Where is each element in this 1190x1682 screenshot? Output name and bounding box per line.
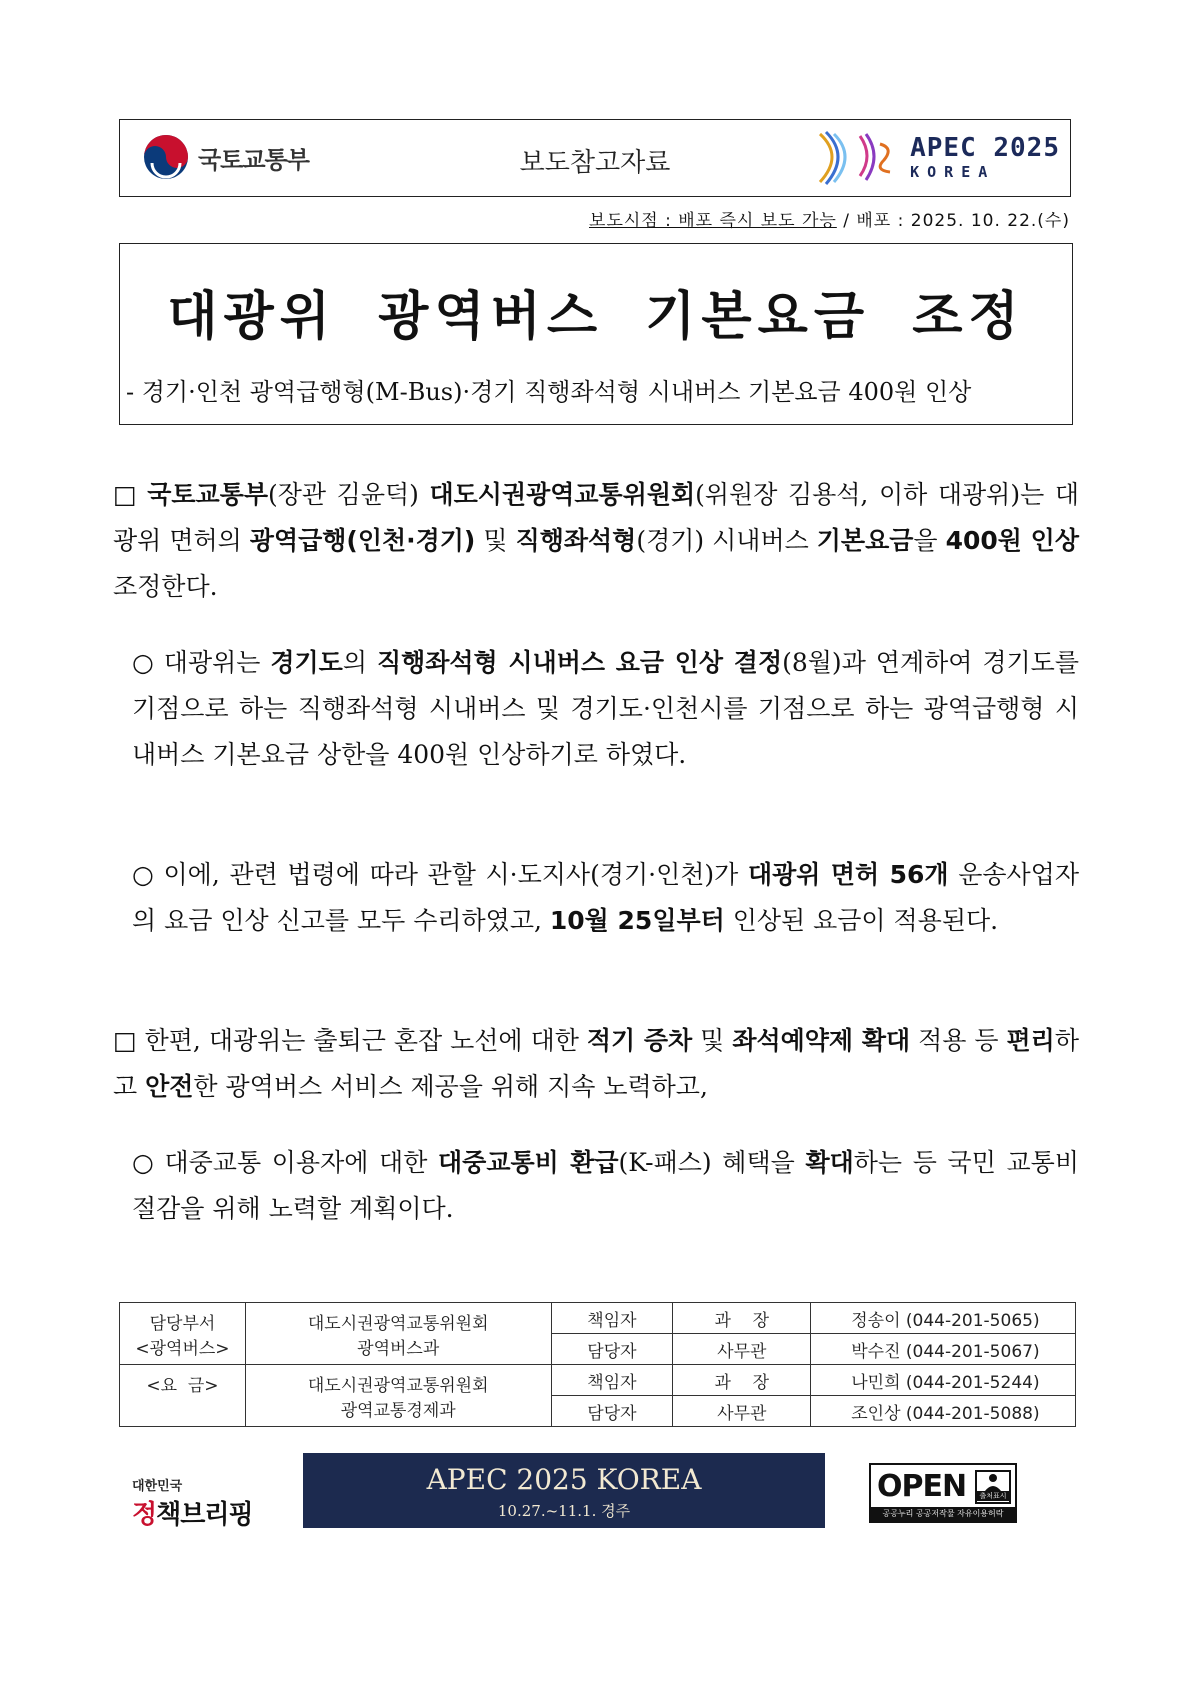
release-separator: / xyxy=(836,211,857,231)
person-cell: 박수진 (044-201-5067) xyxy=(811,1334,1076,1365)
emphasis-text: 안전 xyxy=(145,1072,194,1101)
ministry-name: 국토교통부 xyxy=(198,145,309,174)
release-date: 배포 : 2025. 10. 22.(수) xyxy=(856,211,1070,231)
body-text-run: 운송사업자의 요금 인상 신고를 모두 수리하였고, xyxy=(132,860,1079,935)
person-cell: 나민희 (044-201-5244) xyxy=(811,1365,1076,1396)
apec-logo xyxy=(814,126,1060,188)
body-text-run: (8월) xyxy=(782,648,842,677)
body-text-run: 하고 xyxy=(113,1026,1079,1101)
emphasis-text: 편리 xyxy=(1006,1026,1055,1055)
section-paragraph xyxy=(132,852,1079,944)
dept-cell: <요 금> xyxy=(120,1365,246,1427)
apec-subtitle: KOREA xyxy=(910,163,996,181)
body-text-run: (위원장 김용석, 이하 대광위)는 대광위 면허의 xyxy=(113,480,1079,555)
person-cell: 조인상 (044-201-5088) xyxy=(811,1396,1076,1427)
body-text-run: 하는 등 국민 교통비 절감을 위해 노력할 계획이다. xyxy=(132,1148,1079,1223)
emphasis-text: 대광위 면허 56개 xyxy=(747,860,949,889)
emphasis-text: 대중교통비 환급 xyxy=(438,1148,619,1177)
emphasis-text: 직행좌석형 시내버스 요금 인상 결정 xyxy=(376,648,783,677)
body-text-run: (K-패스) 혜택을 xyxy=(618,1148,806,1177)
release-line xyxy=(589,206,1070,231)
section-paragraph xyxy=(132,640,1079,778)
body-text-run: 및 xyxy=(692,1026,733,1055)
body-text-run: 및 xyxy=(475,526,516,555)
release-timing: 보도시점 : 배포 즉시 보도 가능 xyxy=(589,211,837,231)
emphasis-text: 기본요금 xyxy=(816,526,914,555)
apec-banner[interactable] xyxy=(303,1453,825,1528)
role-cell: 책임자 xyxy=(551,1365,673,1396)
emphasis-text: 400원 인상 xyxy=(945,526,1079,555)
section-paragraph xyxy=(113,1018,1079,1110)
attribution-icon xyxy=(975,1470,1011,1504)
circle-bullet-icon: ○ xyxy=(132,648,154,677)
title-box xyxy=(119,243,1073,425)
body-text-run xyxy=(137,480,148,509)
role-cell: 담당자 xyxy=(551,1334,673,1365)
page-title: 대광위 광역버스 기본요금 조정 xyxy=(167,287,1025,347)
apec-title: APEC 2025 xyxy=(910,133,1060,163)
emphasis-text: 10월 25일부터 xyxy=(549,906,725,935)
attribution-label: 출처표시 xyxy=(977,1491,1009,1501)
body-text-run: 인상된 요금이 적용된다. xyxy=(724,906,999,935)
emphasis-text: 경기도 xyxy=(270,648,343,677)
role-cell: 책임자 xyxy=(551,1303,673,1334)
body-text-run: 대중교통 이용자에 대한 xyxy=(153,1148,439,1177)
open-label: OPEN xyxy=(877,1469,967,1504)
kogl-caption: 공공누리 공공저작물 자유이용허락 xyxy=(871,1507,1015,1521)
banner-title: APEC 2025 KOREA xyxy=(426,1463,702,1496)
emphasis-text: 확대 xyxy=(805,1148,854,1177)
emphasis-text: 적기 증차 xyxy=(586,1026,693,1055)
role-cell: 담당자 xyxy=(551,1396,673,1427)
header-box xyxy=(119,119,1071,197)
body-text-run: 적용 등 xyxy=(910,1026,1007,1055)
person-cell: 정송이 (044-201-5065) xyxy=(811,1303,1076,1334)
section-paragraph xyxy=(113,472,1079,610)
contact-table xyxy=(119,1302,1076,1427)
body-text-run: 한편, 대광위는 출퇴근 혼잡 노선에 대한 xyxy=(136,1026,587,1055)
body-text-run: 과 연계하여 경기도를 기점으로 하는 직행좌석형 시내버스 및 경기도·인천시를 기점으로 하는 광역급행형 시내버스 기본요금 상한을 400원 인상하기로 하였다. xyxy=(132,648,1079,769)
circle-bullet-icon: ○ xyxy=(132,1148,154,1177)
position-cell: 과 장 xyxy=(673,1303,811,1334)
emphasis-text: 좌석예약제 확대 xyxy=(732,1026,911,1055)
body-text-run: 을 xyxy=(913,526,946,555)
dept-cell: 담당부서 <광역버스> xyxy=(120,1303,246,1365)
emphasis-text: 대도시권광역교통위원회 xyxy=(429,480,696,509)
policy-briefing-label: 정책브리핑 xyxy=(132,1500,253,1530)
emphasis-text: 광역급행(인천·경기) xyxy=(249,526,476,555)
office-cell: 대도시권광역교통위원회 광역교통경제과 xyxy=(245,1365,551,1427)
policy-briefing-logo[interactable] xyxy=(132,1475,253,1531)
section-paragraph xyxy=(132,1140,1079,1232)
person-icon xyxy=(977,1472,1009,1492)
emphasis-text: 직행좌석형 xyxy=(515,526,637,555)
table-row xyxy=(120,1365,1076,1396)
checkbox-bullet-icon: □ xyxy=(113,1026,137,1055)
body-text-run: 한 광역버스 서비스 제공을 위해 지속 노력하고, xyxy=(193,1072,708,1101)
checkbox-bullet-icon: □ xyxy=(113,480,137,509)
body-text-run: 조정한다. xyxy=(113,572,218,601)
body-text-run: 대광위는 xyxy=(153,648,271,677)
kogl-open-badge[interactable] xyxy=(869,1463,1017,1523)
body-text-run: 의 xyxy=(342,648,377,677)
page-subtitle: - 경기·인천 광역급행형(M-Bus)·경기 직행좌석형 시내버스 기본요금 400원 인상 xyxy=(126,378,972,406)
apec-emblem-icon xyxy=(814,126,902,188)
banner-date: 10.27.~11.1. 경주 xyxy=(497,1502,631,1520)
table-row xyxy=(120,1303,1076,1334)
emphasis-text: 국토교통부 xyxy=(147,480,269,509)
body-text-run: (장관 김윤덕) xyxy=(268,480,430,509)
position-cell: 사무관 xyxy=(673,1396,811,1427)
circle-bullet-icon: ○ xyxy=(132,860,154,889)
position-cell: 사무관 xyxy=(673,1334,811,1365)
policy-briefing-small-label: 대한민국 xyxy=(132,1479,183,1494)
body-text-run: (경기) 시내버스 xyxy=(636,526,817,555)
position-cell: 과 장 xyxy=(673,1365,811,1396)
body-text-run: 이에, 관련 법령에 따라 관할 시·도지사(경기·인천)가 xyxy=(153,860,748,889)
doc-type-label: 보도참고자료 xyxy=(519,148,671,178)
office-cell: 대도시권광역교통위원회 광역버스과 xyxy=(245,1303,551,1365)
